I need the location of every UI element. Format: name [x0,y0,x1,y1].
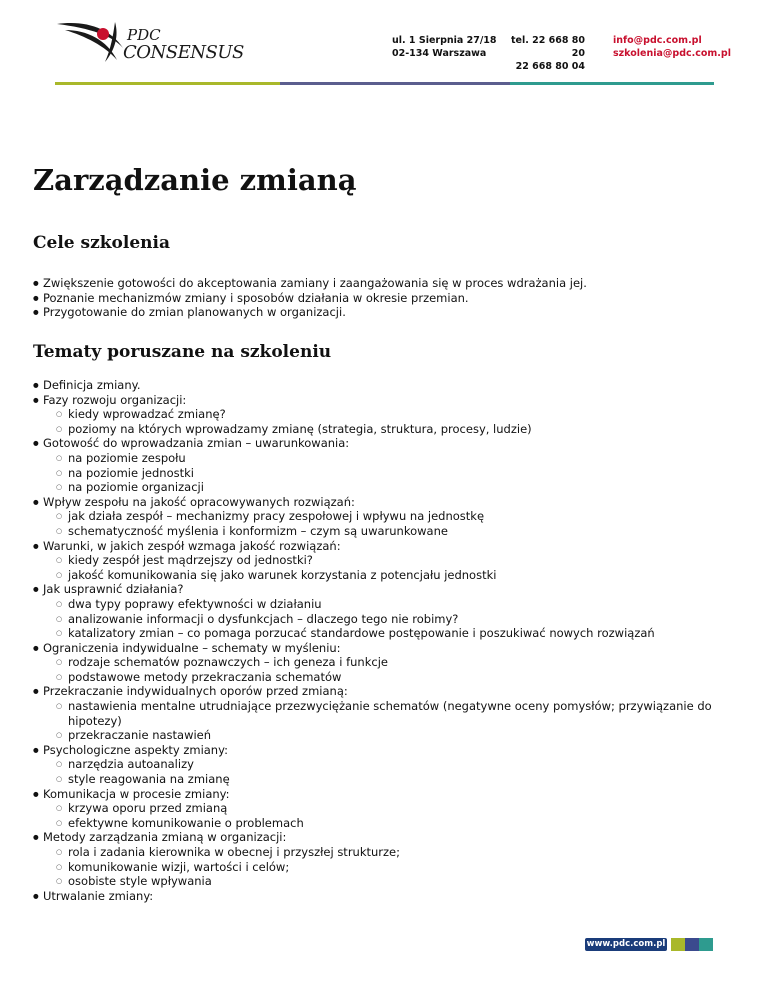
email-info-link[interactable]: info@pdc.com.pl [613,35,702,46]
subtopic-list [43,655,733,684]
topics-heading: Tematy poruszane na szkoleniu [33,342,332,362]
subtopic-list [43,451,733,495]
goal-item: ● Poznanie mechanizmów zmiany i sposobów działania w okresie przemian. [33,291,733,306]
topics-list [33,378,733,903]
subtopic-list [43,845,733,889]
topic-label: Wpływ zespołu na jakość opracowywanych rozwiązań: [43,494,355,509]
topic-label: Definicja zmiany. [43,378,141,392]
subtopic-item: ○ rodzaje schematów poznawczych – ich geneza i funkcje [56,655,733,670]
company-emails [613,34,731,60]
website-link[interactable]: www.pdc.com.pl [586,939,666,949]
footer-square-teal [699,938,713,951]
subtopic-item: ○ kiedy wprowadzać zmianę? [56,407,733,422]
goal-item: ● Przygotowanie do zmian planowanych w organizacji. [33,305,733,320]
topic-item [33,641,733,685]
email-training-link[interactable]: szkolenia@pdc.com.pl [613,48,731,59]
subtopic-item: ○ style reagowania na zmianę [56,772,733,787]
subtopic-item: ○ poziomy na których wprowadzamy zmianę (strategia, struktura, procesy, ludzie) [56,422,733,437]
subtopic-list [43,553,733,582]
page-title: Zarządzanie zmianą [33,163,357,197]
subtopic-item: ○ osobiste style wpływania [56,874,733,889]
subtopic-item: ○ komunikowanie wizji, wartości i celów; [56,860,733,875]
goals-list [33,276,733,320]
topic-item [33,830,733,888]
subtopic-item: ○ dwa typy poprawy efektywności w działaniu [56,597,733,612]
topic-label: Jak usprawnić działania? [43,582,184,597]
subtopic-item: ○ nastawienia mentalne utrudniające przezwyciężanie schematów (negatywne oceny pomysłów; przywiązanie do hipotezy) [56,699,733,728]
topic-item [33,582,733,640]
subtopic-item: ○ kiedy zespół jest mądrzejszy od jednostki? [56,553,733,568]
subtopic-item: ○ na poziomie zespołu [56,451,733,466]
subtopic-list [43,757,733,786]
topic-item [33,393,733,437]
subtopic-item: ○ jak działa zespół – mechanizmy pracy zespołowej i wpływu na jednostkę [56,509,733,524]
goals-heading: Cele szkolenia [33,233,170,253]
topic-label: Warunki, w jakich zespół wzmaga jakość rozwiązań: [43,538,341,553]
topic-item [33,436,733,494]
subtopic-item: ○ katalizatory zmian – co pomaga porzucać standardowe postępowanie i poszukiwać nowych rozwiązań [56,626,733,641]
subtopic-list [43,699,733,743]
logo-icon [55,18,245,66]
topic-item [33,495,733,539]
company-phone: tel. 22 668 80 20 22 668 80 04 [510,35,585,72]
subtopic-item: ○ jakość komunikowania się jako warunek korzystania z potencjału jednostki [56,568,733,583]
header-divider-teal [510,82,714,85]
subtopic-list [43,597,733,641]
svg-text:CONSENSUS: CONSENSUS [123,42,244,63]
topic-item [33,787,733,831]
topic-label: Gotowość do wprowadzania zmian – uwarunkowania: [43,436,350,451]
topic-label: Komunikacja w procesie zmiany: [43,786,230,801]
subtopic-item: ○ efektywne komunikowanie o problemach [56,816,733,831]
topic-item [33,378,733,393]
footer-square-green [671,938,685,951]
subtopic-list [43,407,733,436]
subtopic-list [43,509,733,538]
topic-label: Fazy rozwoju organizacji: [43,392,187,407]
subtopic-item: ○ narzędzia autoanalizy [56,757,733,772]
subtopic-item: ○ krzywa oporu przed zmianą [56,801,733,816]
page-header [0,0,768,90]
subtopic-item: ○ schematyczność myślenia i konformizm – czym są uwarunkowane [56,524,733,539]
company-address: ul. 1 Sierpnia 27/18 02-134 Warszawa [392,35,497,59]
subtopic-list [43,801,733,830]
svg-text:PDC: PDC [127,26,161,44]
topic-label: Ograniczenia indywidualne – schematy w myśleniu: [43,640,341,655]
subtopic-item: ○ przekraczanie nastawień [56,728,733,743]
footer-square-blue [685,938,699,951]
topic-label: Utrwalanie zmiany: [43,888,154,903]
topic-item [33,743,733,787]
subtopic-item: ○ rola i zadania kierownika w obecnej i przyszłej strukturze; [56,845,733,860]
topic-label: Przekraczanie indywidualnych oporów przed zmianą: [43,684,348,699]
topic-item [33,539,733,583]
header-divider-purple [280,82,510,85]
topic-item [33,889,733,904]
subtopic-item: ○ na poziomie organizacji [56,480,733,495]
topic-label: Metody zarządzania zmianą w organizacji: [43,830,287,845]
company-logo[interactable] [55,18,245,66]
subtopic-item: ○ podstawowe metody przekraczania schematów [56,670,733,685]
header-divider-green [55,82,280,85]
goal-item: ● Zwiększenie gotowości do akceptowania zamiany i zaangażowania się w proces wdrażania jej. [33,276,733,291]
topic-label: Psychologiczne aspekty zmiany: [43,742,228,757]
subtopic-item: ○ na poziomie jednostki [56,466,733,481]
topic-item [33,684,733,742]
subtopic-item: ○ analizowanie informacji o dysfunkcjach – dlaczego tego nie robimy? [56,612,733,627]
